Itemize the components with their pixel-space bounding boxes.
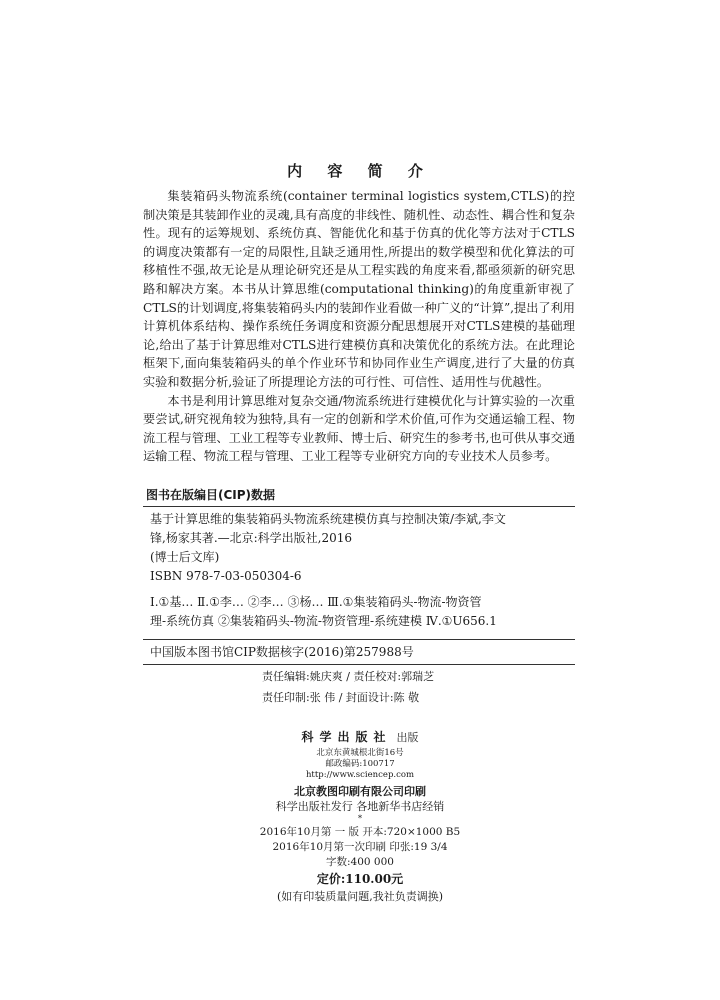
summary-title: 内 容 简 介 [287,162,433,180]
quality-notice: (如有印装质量问题,我社负责调换) [276,890,444,903]
summary-body [143,187,575,466]
price: 定价:110.00元 [316,872,404,886]
publisher-postcode: 邮政编码:100717 [325,759,395,769]
cip-record [150,510,568,586]
printer: 北京教图印刷有限公司印刷 [294,785,426,798]
cip-middle-rule [143,639,575,640]
publisher-label: 出版 [396,731,419,744]
edition-line: 2016年10月第 一 版 开本:720×1000 B5 [259,826,461,838]
cip-title-line: 基于计算思维的集装箱码头物流系统建模仿真与控制决策/李斌,李文 [150,512,506,526]
cip-verify: 中国版本图书馆CIP数据核字(2016)第257988号 [150,645,414,659]
credits-printing: 责任印制:张 伟 / 封面设计:陈 敬 [262,691,420,704]
summary-paragraph: 集装箱码头物流系统(container terminal logistics system,CTLS)的控制决策是其装卸作业的灵魂,具有高度的非线性、随机性、动态性、耦合性和复杂性。现有的运筹规划、系统仿真、智能优化和基于仿真的优化等方法对于CTLS的调度决策都有一定的局限性,且缺乏通用性,所提出的数学模型和优化算法的可移植性不强,故无论是从理论研究还是从工程实践的角度来看,都亟须新的研究思路和解决方案。本书从计算思维(computational thinking)的角度重新审视了CTLS的计划调度,将集装箱码头内的装卸作业看做一种广义的“计算”,提出了利用计算机体系结构、操作系统任务调度和资源分配思想展开对CTLS建模的基础理论,给出了基于计算思维对CTLS进行建模仿真和决策优化的系统方法。在此理论框架下,面向集装箱码头的单个作业环节和协同作业生产调度,进行了大量的仿真实验和数据分析,验证了所提理论方法的可行性、可信性、适用性与优越性。 [143,189,575,389]
cip-top-rule [143,506,575,507]
credits-editor: 责任编辑:姚庆爽 / 责任校对:郭瑞芝 [262,670,435,683]
publisher-url: http://www.sciencep.com [305,770,415,780]
cip-author-line: 锋,杨家其著.—北京:科学出版社,2016 [150,531,353,545]
publisher-name: 科学出版社 [301,730,392,744]
distribution: 科学出版社发行 各地新华书店经销 [275,800,445,813]
publisher-address: 北京东黄城根北街16号 [316,748,404,758]
cip-bottom-rule [143,664,575,665]
cip-isbn: ISBN 978-7-03-050304-6 [150,569,302,583]
separator-star: * [357,814,363,824]
publisher-block [160,726,560,904]
print-line: 2016年10月第一次印刷 印张:19 3/4 [272,841,448,853]
cip-series-line: (博士后文库) [150,550,220,564]
publisher-title [160,726,560,745]
summary-paragraph: 本书是利用计算思维对复杂交通/物流系统进行建模优化与计算实验的一次重要尝试,研究视角较为独特,具有一定的创新和学术价值,可作为交通运输工程、物流工程与管理、工业工程等专业教师、博士后、研究生的参考书,也可供从事交通运输工程、物流工程与管理、工业工程等专业研究方向的专业技术人员参考。 [143,393,575,464]
cip-class-line: 理-系统仿真 ②集装箱码头-物流-物资管理-系统建模 Ⅳ.①U656.1 [150,614,497,628]
cip-heading: 图书在版编目(CIP)数据 [146,488,276,502]
cip-classification [150,593,568,631]
word-count: 字数:400 000 [326,856,394,868]
cip-class-line: Ⅰ.①基… Ⅱ.①李… ②李… ③杨… Ⅲ.①集装箱码头-物流-物资管 [150,595,482,609]
